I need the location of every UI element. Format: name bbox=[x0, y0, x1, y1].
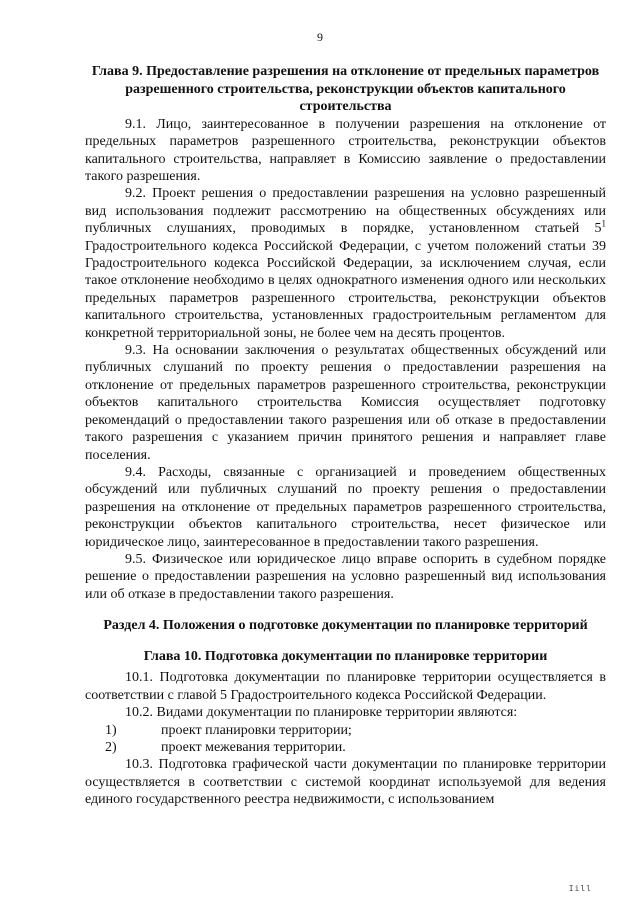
chapter-9-title: Глава 9. Предоставление разрешения на отклонение от предельных параметров разрешенного строительства, реконструкции объектов капитального строительства bbox=[91, 64, 600, 115]
paragraph-number: 9.5. bbox=[125, 551, 146, 567]
paragraph-number: 9.1. bbox=[125, 116, 146, 132]
paragraph-9-3 bbox=[85, 342, 606, 464]
paragraph-number: 10.1. bbox=[125, 670, 153, 686]
paragraph-text: Расходы, связанные с организацией и проведением общественных обсуждений или публичных слушаний по проекту решения о предоставлении разрешения на отклонение от предельных параметров разрешенного строительства, реконструкции объектов капитального строительства, несет физическое или юридическое лицо, заинтересованное в предоставлении такого разрешения. bbox=[85, 464, 606, 550]
page-number: 9 bbox=[317, 30, 323, 44]
paragraph-10-2 bbox=[85, 704, 606, 721]
paragraph-number: 9.4. bbox=[125, 464, 146, 480]
paragraph-text: Физическое или юридическое лицо вправе оспорить в судебном порядке решение о предоставлении разрешения на условно разрешенный вид использования или об отказе в предоставлении такого разрешения. bbox=[85, 551, 606, 602]
list-item-text: проект межевания территории. bbox=[161, 739, 346, 755]
paragraph-number: 10.2. bbox=[125, 705, 153, 721]
list-item-1 bbox=[85, 722, 606, 739]
superscript: 1 bbox=[601, 218, 606, 229]
paragraph-9-2 bbox=[85, 185, 606, 342]
paragraph-9-1 bbox=[85, 116, 606, 186]
paragraph-9-4 bbox=[85, 464, 606, 551]
paragraph-number: 10.3. bbox=[125, 757, 153, 773]
paragraph-10-1 bbox=[85, 669, 606, 704]
footer-mark: Iill bbox=[568, 884, 592, 893]
paragraph-9-5 bbox=[85, 551, 606, 603]
paragraph-10-3 bbox=[85, 756, 606, 808]
chapter-10-title: Глава 10. Подготовка документации по планировке территории bbox=[143, 648, 548, 664]
paragraph-text-continued: Градостроительного кодекса Российской Федерации, с учетом положений статьи 39 Градостроительного кодекса Российской Федерации, за исключением случая, если такое отклонение необходимо в целях однократного изменения одного или нескольких предельных параметров разрешенного строительства, реконструкции объектов капитального строительства, установленных градостроительным регламентом для конкретной территориальной зоны, не более чем на десять процентов. bbox=[85, 238, 606, 341]
list-item-text: проект планировки территории; bbox=[161, 722, 352, 738]
paragraph-text: На основании заключения о результатах общественных обсуждений или публичных слушаний по проекту решения о предоставлении разрешения на отклонение от предельных параметров разрешенного строительства, реконструкции объектов капитального строительства Комиссия осуществляет подготовку рекомендаций о предоставлении такого разрешения или об отказе в предоставлении такого разрешения с указанием причин принятого решения и направляет главе поселения. bbox=[85, 343, 607, 463]
paragraph-text: Подготовка графической части документации по планировке территории осуществляется в соответствии с системой координат используемой для ведения единого государственного реестра недвижимости, с использованием bbox=[85, 757, 606, 808]
paragraph-text: Видами документации по планировке территории являются: bbox=[156, 705, 518, 721]
paragraph-number: 9.3. bbox=[125, 343, 146, 359]
paragraph-number: 9.2. bbox=[125, 186, 146, 202]
list-item-number: 2) bbox=[105, 739, 117, 755]
paragraph-text: Проект решения о предоставлении разрешения на условно разрешенный вид использования подлежит рассмотрению на общественных обсуждениях или публичных слушаниях, проводимых в порядке, установленном статьей 5 bbox=[85, 186, 606, 237]
section-4-title: Раздел 4. Положения о подготовке документации по планировке территорий bbox=[103, 618, 588, 634]
document-body bbox=[85, 63, 606, 809]
list-item-2 bbox=[85, 739, 606, 756]
paragraph-text: Подготовка документации по планировке территории осуществляется в соответствии с главой 5 Градостроительного кодекса Российской Федерации. bbox=[85, 670, 606, 703]
paragraph-text: Лицо, заинтересованное в получении разрешения на отклонение от предельных параметров разрешенного строительства, реконструкции объектов капитального строительства, направляет в Комиссию заявление о предоставлении такого разрешения. bbox=[85, 116, 607, 184]
list-item-number: 1) bbox=[105, 722, 117, 738]
